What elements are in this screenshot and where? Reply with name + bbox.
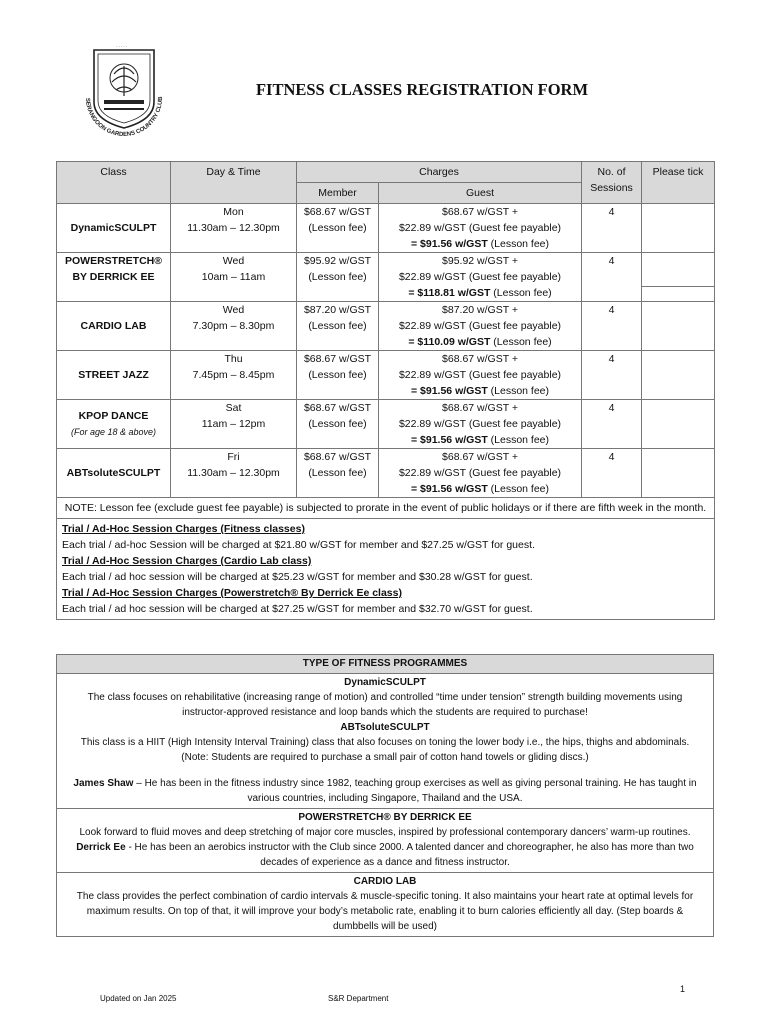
instructor-name: Derrick Ee bbox=[76, 842, 126, 853]
time: 10am – 11am bbox=[201, 271, 266, 283]
class-name: STREET JAZZ bbox=[57, 351, 171, 400]
footer-department: S&R Department bbox=[328, 994, 389, 1003]
guest-fee-total: $91.56 w/GST bbox=[420, 483, 488, 495]
trial-body: Each trial / ad-hoc Session will be charged at $21.80 w/GST for member and $27.25 w/GST for guest. bbox=[62, 539, 535, 551]
member-fee-note: (Lesson fee) bbox=[308, 320, 367, 332]
tick-box[interactable] bbox=[642, 400, 715, 449]
programme-title: POWERSTRETCH® BY DERRICK EE bbox=[298, 812, 472, 823]
trial-body: Each trial / ad hoc session will be charged at $27.25 w/GST for member and $32.70 w/GST for guest. bbox=[62, 603, 533, 615]
page-number: 1 bbox=[680, 984, 686, 994]
col-class-header: Class bbox=[57, 162, 171, 204]
class-name-text: KPOP DANCE bbox=[78, 410, 149, 422]
guest-fee-eq: = bbox=[408, 287, 418, 299]
guest-fee-line1: $68.67 w/GST + bbox=[442, 402, 518, 414]
member-fee-note: (Lesson fee) bbox=[308, 369, 367, 381]
col-sessions-header bbox=[582, 162, 642, 204]
day: Sat bbox=[225, 402, 242, 414]
guest-fee bbox=[379, 449, 582, 498]
guest-fee-line2: $22.89 w/GST (Guest fee payable) bbox=[398, 418, 562, 430]
class-age-note: (For age 18 & above) bbox=[70, 427, 157, 437]
guest-fee-suffix: (Lesson fee) bbox=[487, 434, 550, 446]
guest-fee-total: $118.81 w/GST bbox=[417, 287, 491, 299]
sessions-count: 4 bbox=[582, 302, 642, 351]
header-row bbox=[57, 162, 715, 183]
col-guest-header: Guest bbox=[379, 183, 582, 204]
class-name: CARDIO LAB bbox=[57, 302, 171, 351]
member-fee bbox=[297, 204, 379, 253]
time: 7.45pm – 8.45pm bbox=[192, 369, 275, 381]
col-member-header: Member bbox=[297, 183, 379, 204]
class-name: DynamicSCULPT bbox=[57, 204, 171, 253]
table-row bbox=[57, 253, 715, 302]
time: 11.30am – 12.30pm bbox=[187, 467, 280, 479]
day-time bbox=[171, 253, 297, 302]
tick-box[interactable] bbox=[642, 351, 715, 400]
class-name-line1: POWERSTRETCH® bbox=[65, 255, 162, 267]
guest-fee-total: $91.56 w/GST bbox=[420, 238, 488, 250]
member-fee-amount: $68.67 w/GST bbox=[303, 206, 372, 218]
programme-cardio bbox=[57, 873, 714, 937]
class-name-line2: BY DERRICK EE bbox=[72, 271, 155, 283]
guest-fee-line1: $87.20 w/GST + bbox=[442, 304, 518, 316]
guest-fee-suffix: (Lesson fee) bbox=[490, 336, 552, 348]
trial-heading: Trial / Ad-Hoc Session Charges (Fitness classes) bbox=[62, 523, 305, 535]
guest-fee-eq: = bbox=[408, 336, 418, 348]
guest-fee-line2: $22.89 w/GST (Guest fee payable) bbox=[398, 467, 562, 479]
programme-desc: Look forward to fluid moves and deep stretching of major core muscles, inspired by professional contemporary dancers’ warm-up routines. bbox=[79, 827, 691, 838]
member-fee bbox=[297, 253, 379, 302]
day: Thu bbox=[224, 353, 243, 365]
time: 11.30am – 12.30pm bbox=[187, 222, 280, 234]
guest-fee-eq: = bbox=[410, 483, 421, 495]
guest-fee-line1: $68.67 w/GST + bbox=[442, 451, 518, 463]
class-name bbox=[57, 253, 171, 302]
guest-fee-total: $110.09 w/GST bbox=[417, 336, 491, 348]
sessions-header-line2: Sessions bbox=[590, 182, 633, 194]
table-row bbox=[57, 351, 715, 400]
sessions-count: 4 bbox=[582, 351, 642, 400]
class-name bbox=[57, 400, 171, 449]
day: Wed bbox=[222, 304, 245, 316]
guest-fee-line2: $22.89 w/GST (Guest fee payable) bbox=[398, 271, 562, 283]
programmes-title: TYPE OF FITNESS PROGRAMMES bbox=[57, 655, 714, 674]
trial-charges bbox=[57, 519, 715, 620]
day-time bbox=[171, 302, 297, 351]
guest-fee bbox=[379, 400, 582, 449]
trial-body: Each trial / ad hoc session will be charged at $25.23 w/GST for member and $30.28 w/GST for guest. bbox=[62, 571, 533, 583]
guest-fee bbox=[379, 351, 582, 400]
page-title: FITNESS CLASSES REGISTRATION FORM bbox=[255, 80, 589, 99]
sessions-header-line1: No. of bbox=[597, 166, 626, 178]
day-time bbox=[171, 449, 297, 498]
col-day-time-header: Day & Time bbox=[171, 162, 297, 204]
member-fee-note: (Lesson fee) bbox=[308, 222, 367, 234]
member-fee-amount: $68.67 w/GST bbox=[303, 402, 372, 414]
guest-fee-line2: $22.89 w/GST (Guest fee payable) bbox=[398, 320, 562, 332]
col-charges-header: Charges bbox=[297, 162, 582, 183]
day-time bbox=[171, 351, 297, 400]
programme-desc: The class provides the perfect combination of cardio intervals & muscle-specific toning. It also maintains your heart rate at optimal levels for maximum results. On top of that, it will improve your body’s metabolic rate, enabling it to burn calories efficiently all day. (Step boards & dumbbells will be used) bbox=[76, 891, 694, 932]
time: 7.30pm – 8.30pm bbox=[192, 320, 275, 332]
guest-fee-line1: $68.67 w/GST + bbox=[442, 353, 518, 365]
day: Fri bbox=[227, 451, 240, 463]
guest-fee-suffix: (Lesson fee) bbox=[490, 287, 552, 299]
table-row bbox=[57, 449, 715, 498]
guest-fee-suffix: (Lesson fee) bbox=[487, 385, 550, 397]
svg-text:SERANGOON GARDENS COUNTRY CLUB: SERANGOON GARDENS COUNTRY CLUB bbox=[83, 96, 165, 139]
day: Mon bbox=[223, 206, 244, 218]
guest-fee bbox=[379, 204, 582, 253]
guest-fee-eq: = bbox=[410, 385, 421, 397]
member-fee-amount: $68.67 w/GST bbox=[303, 451, 372, 463]
member-fee bbox=[297, 400, 379, 449]
member-fee-note: (Lesson fee) bbox=[308, 271, 367, 283]
member-fee bbox=[297, 302, 379, 351]
prorate-note: NOTE: Lesson fee (exclude guest fee payable) is subjected to prorate in the event of public holidays or if there are fifth week in the month. bbox=[57, 498, 715, 519]
svg-text:· · · · ·: · · · · · bbox=[116, 44, 128, 49]
member-fee-note: (Lesson fee) bbox=[308, 418, 367, 430]
tick-divider bbox=[642, 270, 714, 287]
guest-fee bbox=[379, 302, 582, 351]
table-row bbox=[57, 302, 715, 351]
time: 11am – 12pm bbox=[201, 418, 266, 430]
day: Wed bbox=[222, 255, 245, 267]
instructor-bio bbox=[67, 840, 703, 870]
guest-fee-suffix: (Lesson fee) bbox=[487, 483, 550, 495]
table-row bbox=[57, 400, 715, 449]
guest-fee-suffix: (Lesson fee) bbox=[487, 238, 550, 250]
tick-box[interactable] bbox=[642, 253, 715, 302]
member-fee-note: (Lesson fee) bbox=[308, 467, 367, 479]
guest-fee-line1: $95.92 w/GST + bbox=[442, 255, 518, 267]
day-time bbox=[171, 204, 297, 253]
sessions-count: 4 bbox=[582, 253, 642, 302]
day-time bbox=[171, 400, 297, 449]
programme-dynamic-abt bbox=[57, 674, 714, 809]
programme-title: ABTsoluteSCULPT bbox=[340, 722, 430, 733]
tick-box[interactable] bbox=[642, 302, 715, 351]
programmes-table bbox=[56, 654, 714, 937]
member-fee bbox=[297, 449, 379, 498]
trial-row bbox=[57, 519, 715, 620]
guest-fee-line1: $68.67 w/GST + bbox=[442, 206, 518, 218]
charges-table bbox=[56, 161, 715, 620]
programme-title: CARDIO LAB bbox=[353, 876, 417, 887]
col-tick-header: Please tick bbox=[642, 162, 715, 204]
programme-desc: This class is a HIIT (High Intensity Interval Training) class that also focuses on toning the lower body i.e., the hips, thighs and abdominals. (Note: Students are required to purchase a small pair of cotton hand towels or gliding discs.) bbox=[80, 737, 690, 763]
sessions-count: 4 bbox=[582, 449, 642, 498]
trial-heading: Trial / Ad-Hoc Session Charges (Powerstretch® By Derrick Ee class) bbox=[62, 587, 402, 599]
club-logo bbox=[76, 40, 172, 150]
member-fee bbox=[297, 351, 379, 400]
instructor-desc: - He has been an aerobics instructor with the Club since 2000. A talented dancer and choreographer, he also has more than two decades of experience as a dance and fitness instructor. bbox=[125, 842, 694, 868]
table-row bbox=[57, 204, 715, 253]
sessions-count: 4 bbox=[582, 400, 642, 449]
class-name: ABTsoluteSCULPT bbox=[57, 449, 171, 498]
instructor-bio bbox=[67, 776, 703, 806]
member-fee-amount: $87.20 w/GST bbox=[303, 304, 372, 316]
guest-fee-total: $91.56 w/GST bbox=[420, 385, 488, 397]
programme-desc: The class focuses on rehabilitative (increasing range of motion) and controlled “time under tension” strength building movements using instructor-approved resistance and loop bands which the students are required to purchase! bbox=[87, 692, 683, 718]
guest-fee-line2: $22.89 w/GST (Guest fee payable) bbox=[398, 369, 562, 381]
footer-updated: Updated on Jan 2025 bbox=[100, 994, 177, 1003]
programme-powerstretch bbox=[57, 809, 714, 873]
note-row bbox=[57, 498, 715, 519]
instructor-desc: – He has been in the fitness industry since 1982, teaching group exercises as well as giving personal training. He has taught in various countries, including Singapore, Thailand and the USA. bbox=[133, 778, 697, 804]
member-fee-amount: $68.67 w/GST bbox=[303, 353, 372, 365]
spacer bbox=[67, 765, 703, 776]
guest-fee bbox=[379, 253, 582, 302]
member-fee-amount: $95.92 w/GST bbox=[303, 255, 372, 267]
guest-fee-eq: = bbox=[410, 238, 421, 250]
programme-title: DynamicSCULPT bbox=[344, 677, 426, 688]
guest-fee-eq: = bbox=[410, 434, 421, 446]
tick-box[interactable] bbox=[642, 449, 715, 498]
guest-fee-total: $91.56 w/GST bbox=[420, 434, 488, 446]
trial-heading: Trial / Ad-Hoc Session Charges (Cardio Lab class) bbox=[62, 555, 312, 567]
instructor-name: James Shaw bbox=[73, 778, 134, 789]
guest-fee-line2: $22.89 w/GST (Guest fee payable) bbox=[398, 222, 562, 234]
sessions-count: 4 bbox=[582, 204, 642, 253]
tick-box[interactable] bbox=[642, 204, 715, 253]
